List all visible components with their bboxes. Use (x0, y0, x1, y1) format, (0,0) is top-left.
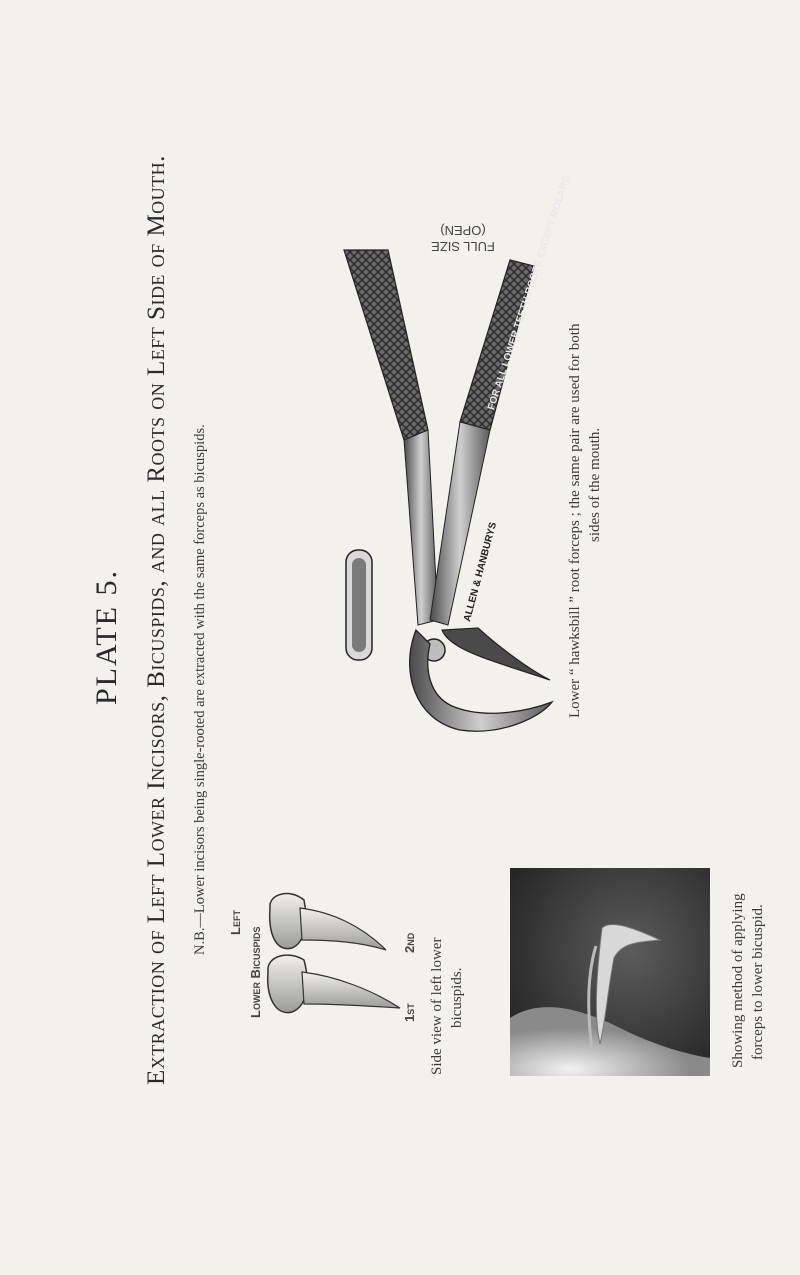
forceps-size-text: FULL SIZE (OPEN) (431, 223, 495, 254)
teeth-label-left: Left (228, 910, 243, 935)
plate-heading: Extraction of Left Lower Incisors, Bicuspids, and all Roots on Left Side of Mouth. (143, 155, 170, 1085)
forceps-size-label (418, 222, 508, 254)
teeth-label-bicuspids: Lower Bicuspids (248, 926, 263, 1018)
hawksbill-forceps-illustration (330, 240, 570, 740)
forceps-beak-upper (442, 628, 550, 680)
plate-title: PLATE 5. (90, 569, 123, 705)
forceps-application-photo (510, 868, 710, 1076)
photo-caption-line2: forceps to lower bicuspid. (750, 904, 766, 1060)
forceps-caption-line2: sides of the mouth. (587, 427, 603, 542)
forceps-caption-line1: Lower “ hawksbill ” root forceps ; the same pair are used for both (567, 323, 583, 718)
teeth-caption-line2: bicuspids. (449, 967, 465, 1028)
bicuspid-teeth-illustration (262, 890, 422, 1030)
second-bicuspid-label: 2nd (402, 932, 417, 953)
forceps-maker-text: ALLEN & HANBURYS (462, 521, 500, 623)
teeth-caption-line1: Side view of left lower (429, 937, 445, 1075)
photo-caption-line1: Showing method of applying (730, 893, 746, 1068)
plate-note: N.B.—Lower incisors being single-rooted are extracted with the same forceps as bicuspids. (192, 424, 208, 955)
first-bicuspid-label: 1st (402, 1003, 417, 1022)
second-bicuspid (270, 894, 386, 950)
first-bicuspid (268, 955, 400, 1012)
forceps-engraving-text: FOR ALL LOWER TEETH ROOTS EXCEPT MOLARS (486, 174, 573, 412)
